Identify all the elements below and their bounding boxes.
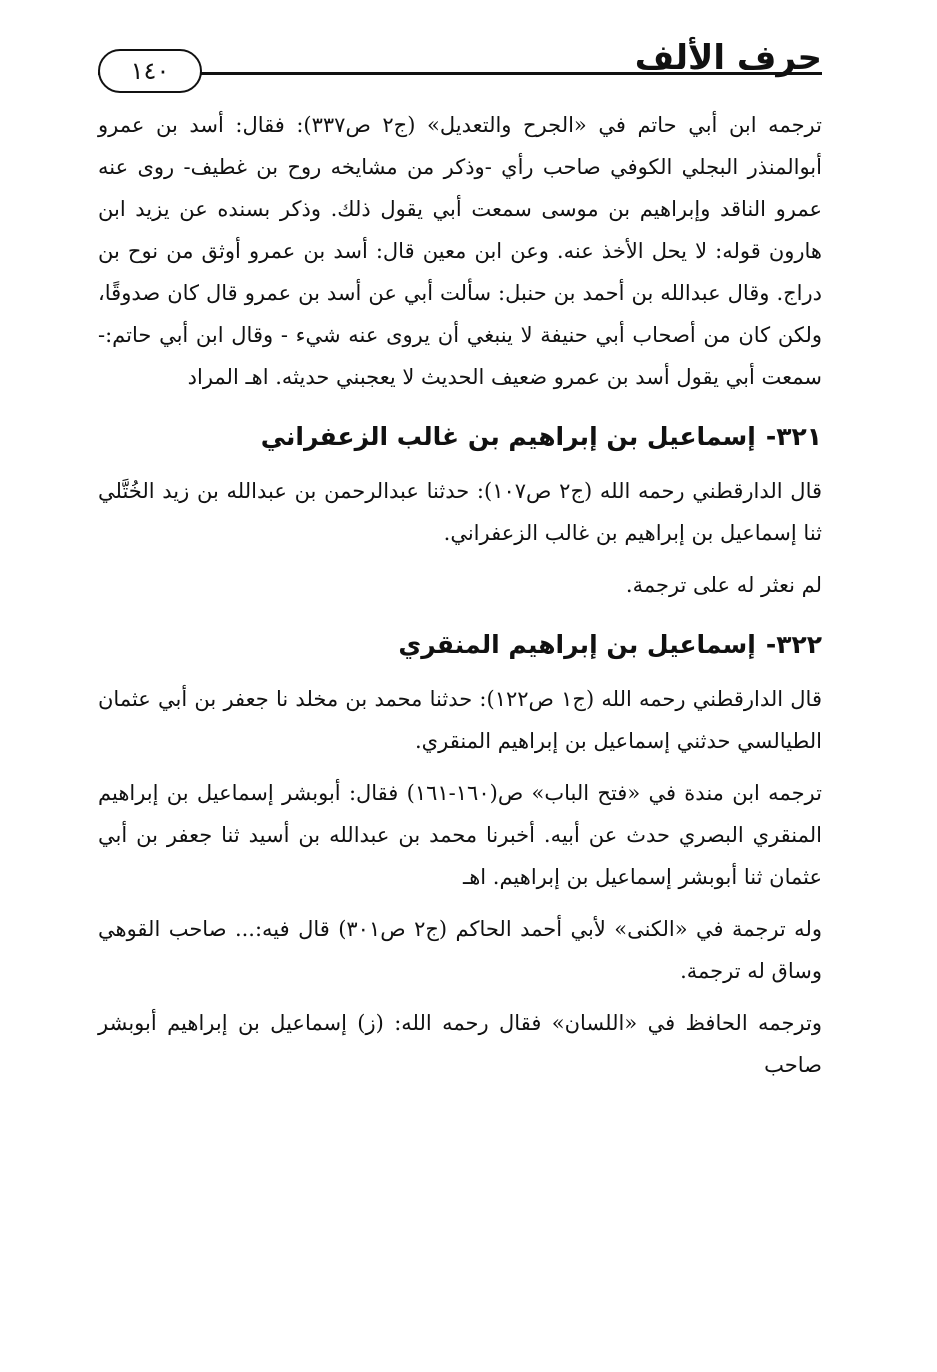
entry-321-paragraph-1: قال الدارقطني رحمه الله (ج٢ ص١٠٧): حدثنا عبدالرحمن بن عبدالله بن زيد الخُتَّلي ثنا إسماعيل بن إبراهيم بن غالب الزعفراني.	[98, 479, 823, 545]
entry-322-paragraph-3: وله ترجمة في «الكنى» لأبي أحمد الحاكم (ج٢ ص٣٠١) قال فيه:... صاحب القوهي وساق له ترجمة.	[98, 917, 822, 983]
header-rule	[98, 72, 822, 75]
entry-number: ٣٢١-	[765, 422, 822, 451]
intro-paragraph: ترجمه ابن أبي حاتم في «الجرح والتعديل» (ج٢ ص٣٣٧): فقال: أسد بن عمرو أبوالمنذر البجلي الكوفي صاحب رأي -وذكر من مشايخه روح بن غطيف- روى عنه عمرو الناقد وإبراهيم بن موسى سمعت أبي يقول ذلك. وذكر بسنده عن يزيد ابن هارون قوله: لا يحل الأخذ عنه. وعن ابن معين قال: أسد بن عمرو أوثق من نوح بن دراج. وقال عبدالله بن أحمد بن حنبل: سألت أبي عن أسد بن عمرو قال كان صدوقًا، ولكن كان من أصحاب أبي حنيفة لا ينبغي أن يروى عنه شيء - وقال ابن أبي حاتم:- سمعت أبي يقول أسد بن عمرو ضعيف الحديث لا يعجبني حديثه. اهـ المراد	[98, 113, 822, 389]
entry-heading-322	[98, 620, 822, 670]
running-title: حرف الألف	[634, 38, 822, 78]
entry-322-paragraph-2: ترجمه ابن مندة في «فتح الباب» ص(١٦٠-١٦١) فقال: أبوبشر إسماعيل بن إبراهيم المنقري البصري حدث عن أبيه. أخبرنا محمد بن عبدالله بن أسيد ثنا جعفر بن أبي عثمان ثنا أبوبشر إسماعيل بن إبراهيم. اهـ	[98, 781, 822, 889]
entry-322-paragraph-1: قال الدارقطني رحمه الله (ج١ ص١٢٢): حدثنا محمد بن مخلد نا جعفر بن أبي عثمان الطيالسي حدثني إسماعيل بن إبراهيم المنقري.	[98, 687, 822, 753]
body-text	[98, 104, 822, 1096]
entry-number: ٣٢٢-	[765, 630, 822, 659]
entry-name: إسماعيل بن إبراهيم بن غالب الزعفراني	[260, 422, 756, 451]
entry-321-paragraph-2: لم نعثر له على ترجمة.	[625, 573, 822, 597]
page-header	[98, 36, 822, 92]
entry-322-paragraph-4: وترجمه الحافظ في «اللسان» فقال رحمه الله: (ز) إسماعيل بن إبراهيم أبوبشر صاحب	[98, 1011, 823, 1077]
entry-heading-321	[98, 412, 822, 462]
entry-name: إسماعيل بن إبراهيم المنقري	[398, 630, 756, 659]
page-number: ١٤٠	[98, 49, 202, 93]
